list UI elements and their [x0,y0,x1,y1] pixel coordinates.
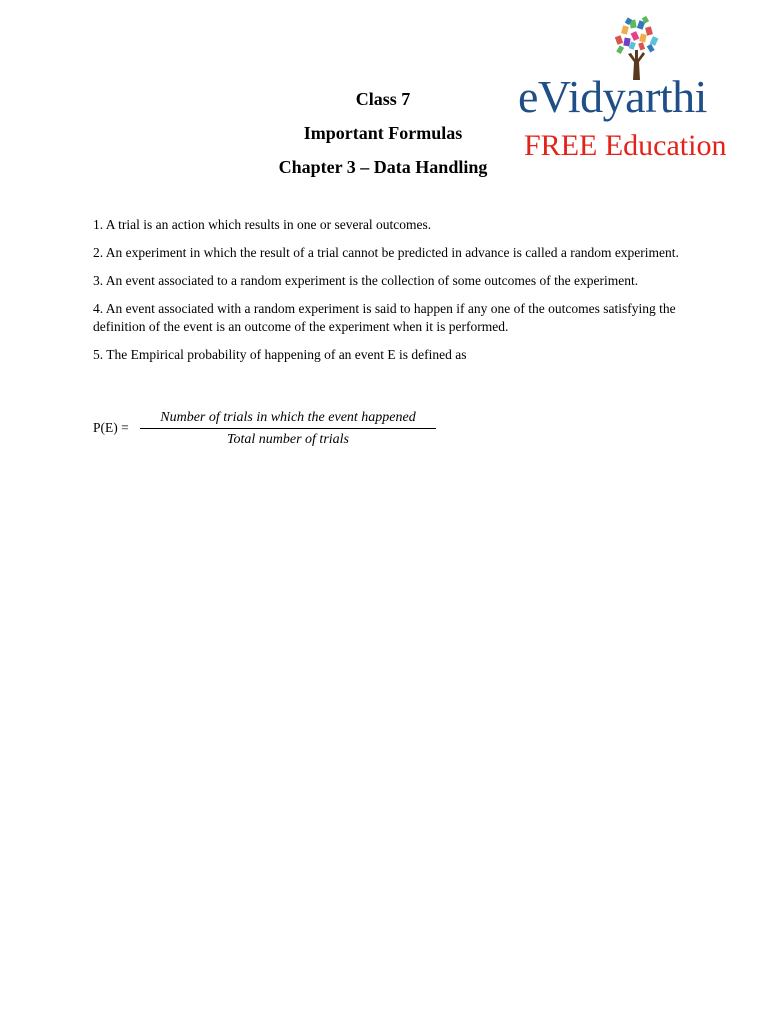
formula-numerator: Number of trials in which the event happened [140,408,436,429]
logo-tagline: FREE Education [524,129,727,162]
list-item: 2. An experiment in which the result of a trial cannot be predicted in advance is called a random experiment. [93,245,679,260]
subtitle: Important Formulas [303,123,463,143]
title-block [200,88,566,190]
formula-denominator: Total number of trials [226,432,349,447]
chapter-title: Chapter 3 – Data Handling [278,157,488,177]
formula-lhs: P(E) = [93,420,129,435]
list-item: 5. The Empirical probability of happening of an event E is defined as [93,347,467,362]
formula-fraction [140,408,436,449]
logo-brand-e: e [518,71,538,122]
content-list [93,216,693,374]
class-title: Class 7 [355,89,411,109]
list-item: 1. A trial is an action which results in one or several outcomes. [93,217,432,232]
logo-brand-rest: Vidyarthi [537,71,707,122]
list-item: 4. An event associated with a random experiment is said to happen if any one of the outcomes satisfying the definition of the event is an outcome of the experiment when it is performed. [93,301,676,334]
list-item: 3. An event associated to a random experiment is the collection of some outcomes of the experiment. [93,273,639,288]
